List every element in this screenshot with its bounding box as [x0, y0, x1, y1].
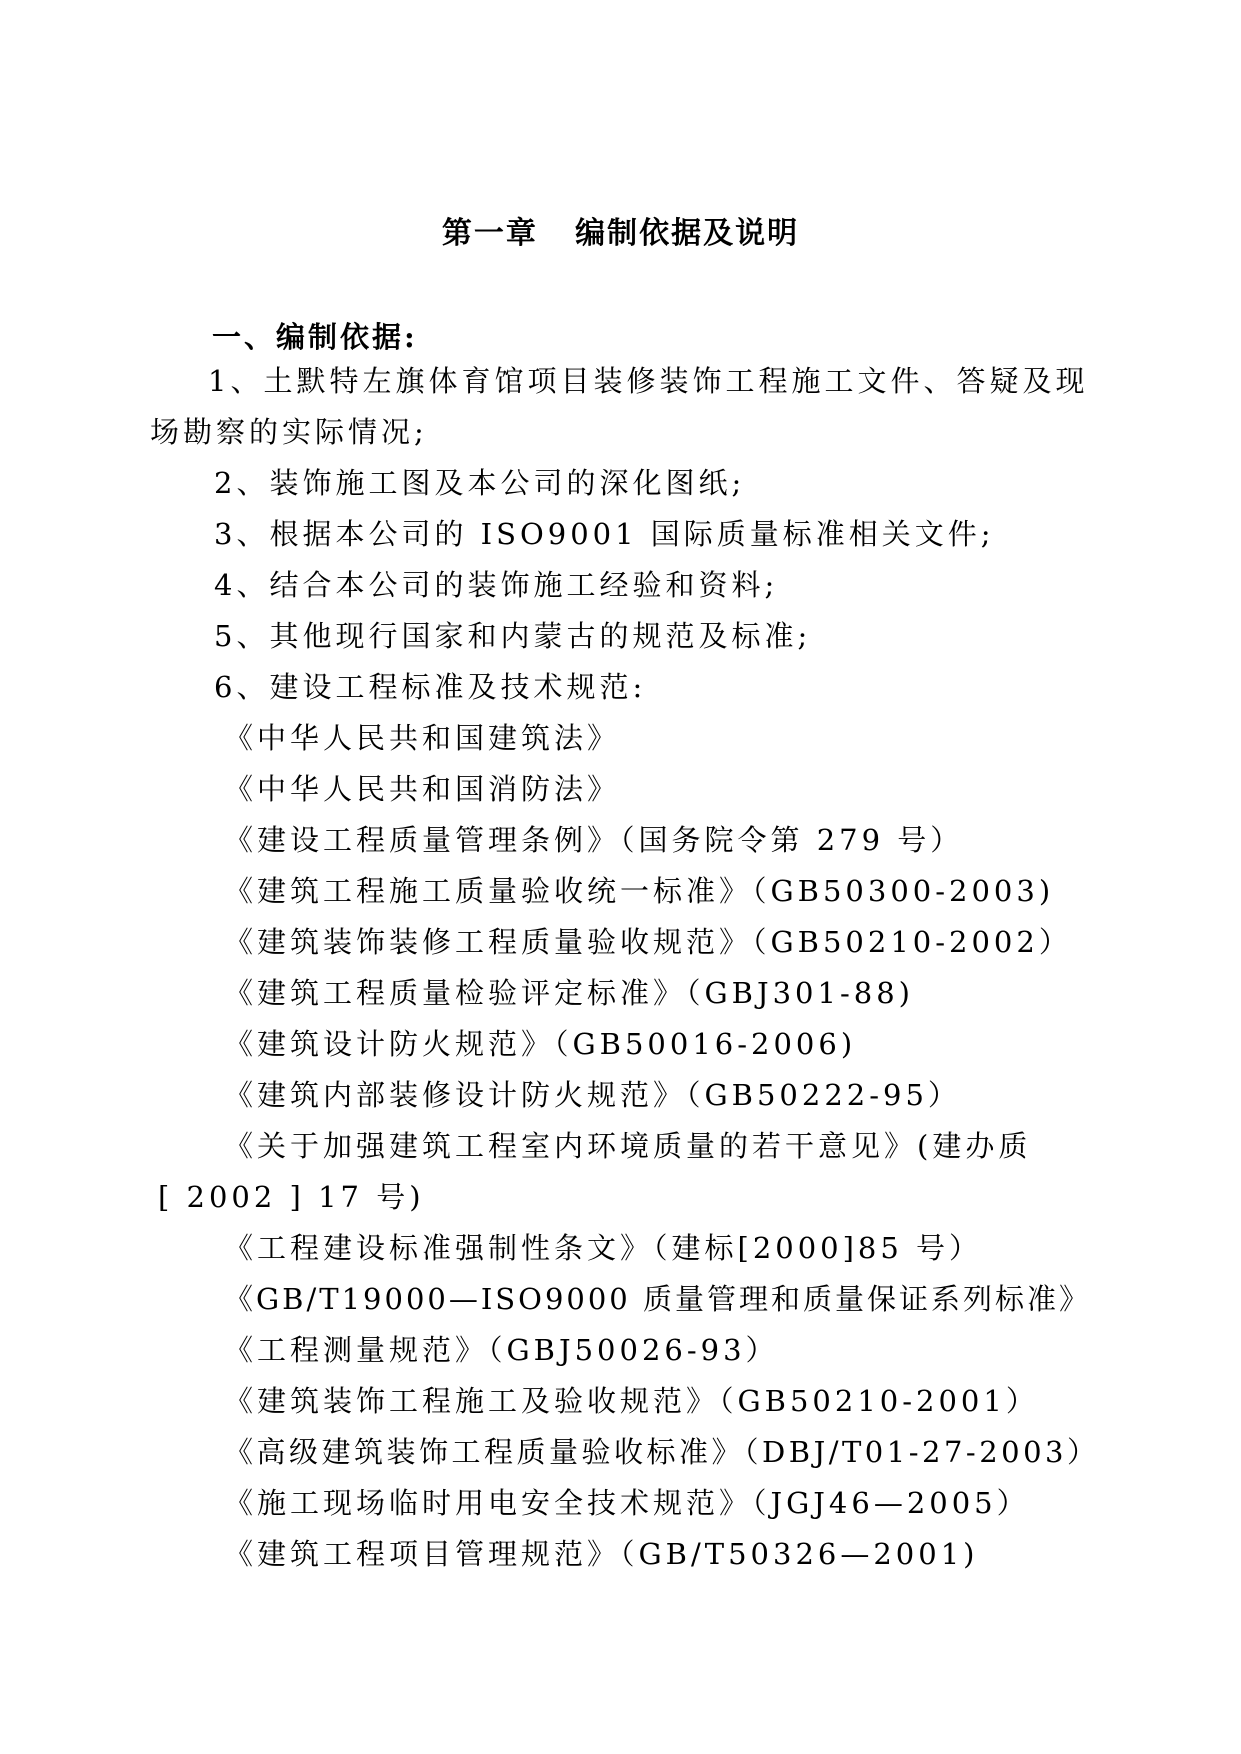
basis-item-1-continued: 场勘察的实际情况;: [150, 415, 428, 449]
standard-item: 《施工现场临时用电安全技术规范》（JGJ46—2005）: [224, 1486, 1030, 1520]
standard-item: 《工程建设标准强制性条文》（建标[2000]85 号）: [224, 1231, 983, 1265]
standard-item: 《建筑工程质量检验评定标准》（GBJ301-88): [224, 976, 914, 1010]
standard-item: 《GB/T19000—ISO9000 质量管理和质量保证系列标准》: [224, 1282, 1091, 1316]
standard-item-continued: [ 2002 ] 17 号): [158, 1180, 425, 1214]
basis-item-3: 3、根据本公司的 ISO9001 国际质量标准相关文件;: [214, 517, 995, 551]
standard-item: 《建设工程质量管理条例》（国务院令第 279 号）: [224, 823, 964, 857]
chapter-title: 第一章 编制依据及说明: [441, 216, 800, 251]
standard-item: 《工程测量规范》（GBJ50026-93）: [224, 1333, 779, 1367]
standard-item: 《中华人民共和国建筑法》: [224, 721, 621, 755]
standard-item: 《中华人民共和国消防法》: [224, 772, 621, 806]
basis-item-6: 6、建设工程标准及技术规范:: [214, 670, 647, 704]
standard-item: 《建筑装饰工程施工及验收规范》（GB50210-2001）: [224, 1384, 1039, 1418]
standard-item: 《高级建筑装饰工程质量验收标准》（DBJ/T01-27-2003）: [224, 1435, 1100, 1469]
basis-item-4: 4、结合本公司的装饰施工经验和资料;: [214, 568, 779, 602]
basis-item-2: 2、装饰施工图及本公司的深化图纸;: [214, 466, 746, 500]
basis-item-1: 1、土默特左旗体育馆项目装修装饰工程施工文件、答疑及现: [208, 364, 1089, 398]
basis-item-5: 5、其他现行国家和内蒙古的规范及标准;: [214, 619, 812, 653]
standard-item: 《建筑装饰装修工程质量验收规范》（GB50210-2002）: [224, 925, 1072, 959]
standard-item: 《建筑工程施工质量验收统一标准》（GB50300-2003): [224, 874, 1055, 908]
standard-item: 《建筑内部装修设计防火规范》（GB50222-95）: [224, 1078, 961, 1112]
standard-item: 《建筑设计防火规范》（GB50016-2006): [224, 1027, 857, 1061]
standard-item: 《关于加强建筑工程室内环境质量的若干意见》(建办质: [224, 1129, 1032, 1163]
section-heading: 一、编制依据:: [212, 320, 418, 354]
standard-item: 《建筑工程项目管理规范》（GB/T50326—2001): [224, 1537, 979, 1571]
